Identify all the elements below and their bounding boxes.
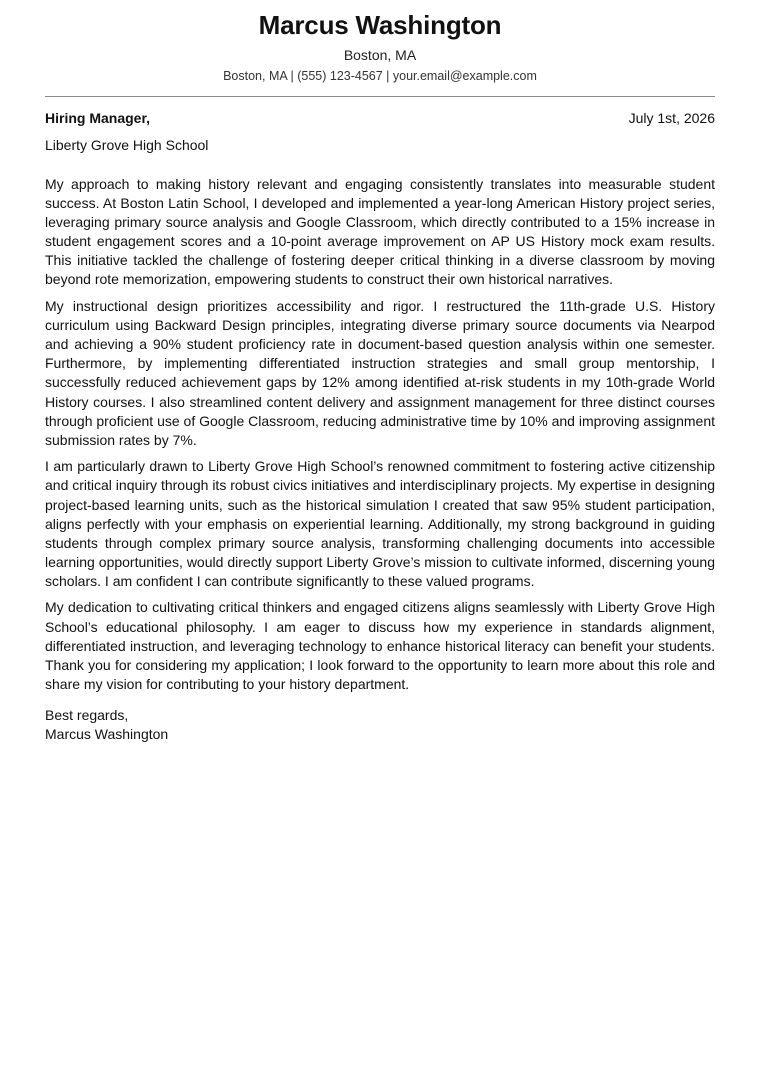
letter-header bbox=[45, 0, 715, 84]
body-paragraph-3: I am particularly drawn to Liberty Grove High School’s renowned commitment to fostering active citizenship and critical inquiry through its robust civics initiatives and interdisciplinary projects. My expertise in designing project-based learning units, such as the historical simulation I created that saw 95% student participation, aligns perfectly with your emphasis on experiential learning. Additionally, my strong background in guiding students through complex primary source analysis, transforming challenging documents into accessible learning opportunities, would directly support Liberty Grove’s mission to cultivate informed, discerning young scholars. I am confident I can contribute significantly to these valued programs. bbox=[45, 458, 715, 589]
applicant-location: Boston, MA bbox=[343, 47, 417, 63]
closing-phrase: Best regards, bbox=[45, 706, 129, 723]
header-divider bbox=[45, 96, 715, 97]
body-paragraph-1: My approach to making history relevant and engaging consistently translates into measurable student success. At Boston Latin School, I developed and implemented a year-long American History project series, leveraging primary source analysis and Google Classroom, which directly contributed to a 15% increase in student engagement scores and a 10-point average improvement on AP US History mock exam results. This initiative tackled the challenge of fostering deeper critical thinking in a diverse classroom by moving beyond rote memorization, empowering students to construct their own historical narratives. bbox=[45, 176, 715, 288]
applicant-name: Marcus Washington bbox=[258, 10, 502, 40]
recipient-salutation: Hiring Manager, bbox=[45, 110, 151, 126]
body-paragraph-4: My dedication to cultivating critical thinkers and engaged citizens aligns seamlessly with Liberty Grove High School’s educational philosophy. I am eager to discuss how my experience in standards alignment, differentiated instruction, and leveraging technology to enhance historical literacy can benefit your students. Thank you for considering my application; I look forward to the opportunity to learn more about this role and share my vision for contributing to your history department. bbox=[45, 599, 715, 692]
letter-body bbox=[45, 175, 715, 694]
body-paragraph-2: My instructional design prioritizes accessibility and rigor. I restructured the 11th-grade U.S. History curriculum using Backward Design principles, integrating diverse primary source documents via Nearpod and achieving a 90% student proficiency rate in document-based question analysis within one semester. Furthermore, by implementing differentiated instruction strategies and small group mentorship, I successfully reduced achievement gaps by 12% among identified at-risk students in my 10th-grade World History courses. I also streamlined content delivery and assignment management for three distinct courses through proficient use of Google Classroom, reducing administrative time by 10% and improving assignment submission rates by 7%. bbox=[45, 298, 716, 448]
signature-name: Marcus Washington bbox=[45, 725, 169, 742]
applicant-contact-line: Boston, MA | (555) 123-4567 | your.email@example.com bbox=[223, 69, 537, 83]
recipient-date-row bbox=[45, 109, 715, 127]
letter-signoff bbox=[45, 706, 715, 744]
recipient-school: Liberty Grove High School bbox=[45, 137, 209, 153]
letter-date: July 1st, 2026 bbox=[628, 110, 715, 126]
